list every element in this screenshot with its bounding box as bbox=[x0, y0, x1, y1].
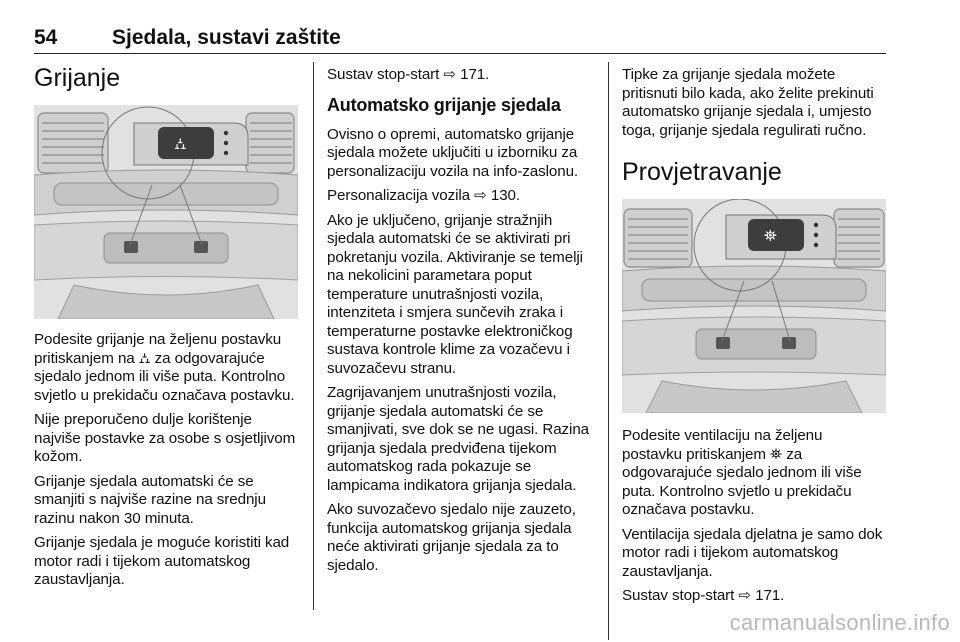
column-automatic-heating bbox=[327, 66, 595, 581]
paragraph-auto-ref: Personalizacija vozila ⇨ 130. bbox=[327, 187, 521, 204]
paragraph-auto-1: Ovisno o opremi, automatsko grijanje sjedala možete uključiti u izborniku za personalizaciju vozila na info-zaslonu. bbox=[327, 125, 579, 180]
right-vent-2 bbox=[834, 209, 884, 267]
dashboard-illustration-heating bbox=[34, 105, 298, 319]
column-heating bbox=[34, 60, 300, 596]
heading-heating: Grijanje bbox=[34, 64, 121, 92]
paragraph-ventilation-2: Ventilacija sjedala djelatna je samo dok motor radi i tijekom automatskog zaustavljanja. bbox=[622, 525, 883, 580]
svg-text:⛼: ⛼ bbox=[174, 134, 187, 153]
watermark-text: carmanualsonline.info bbox=[729, 610, 950, 635]
left-vent-2 bbox=[624, 209, 692, 267]
paragraph-ventilation-1: Podesite ventilaciju na željenu postavku pritiskanjem ⛯ za odgovarajuće sjedalo jednom ili više puta. Kontrolno svjetlo u prekidaču označava postavku. bbox=[622, 427, 862, 518]
header-rule bbox=[34, 53, 886, 54]
paragraph-auto-2: Ako je uključeno, grijanje stražnjih sjedala automatski će se aktivirati pri pokretanju vozila. Aktiviranje se temelji na nekolicini parametara poput temperature unutrašnjosti vozila, intenziteta i smjera sunčevih zraka i temperaturne postavke elektroničkog sustava kontrole klime za vozačevu i suvozačevu stranu. bbox=[327, 211, 583, 377]
paragraph-auto-4: Ako suvozačevo sjedalo nije zauzeto, funkcija automatskog grijanja sjedala neće aktivirati grijanje sjedala za to sjedalo. bbox=[327, 501, 576, 574]
svg-text:⛯: ⛯ bbox=[764, 226, 777, 245]
page-header bbox=[34, 20, 886, 54]
paragraph-stop-start-ref: Sustav stop-start ⇨ 171. bbox=[327, 66, 490, 83]
column-divider-2 bbox=[608, 62, 609, 640]
paragraph-heating-1: Podesite grijanje na željenu postavku pritiskanjem na ⛼ za odgovarajuće sjedalo jednom ili više puta. Kontrolno svjetlo u prekidaču označava postavku. bbox=[34, 331, 295, 404]
paragraph-ventilation-ref: Sustav stop-start ⇨ 171. bbox=[622, 587, 785, 604]
subheading-automatic-heating: Automatsko grijanje sjedala bbox=[327, 94, 561, 115]
paragraph-heating-4: Grijanje sjedala je moguće koristiti kad motor radi i tijekom automatskog zaustavljanja. bbox=[34, 534, 290, 588]
right-vent bbox=[246, 113, 294, 173]
dashboard-illustration-ventilation bbox=[622, 199, 886, 413]
seat-heating-illustration bbox=[34, 105, 298, 319]
heading-ventilation: Provjetravanje bbox=[622, 158, 782, 186]
paragraph-heating-2: Nije preporučeno dulje korištenje najviše postavke za osobe s osjetljivom kožom. bbox=[34, 411, 296, 465]
chapter-title: Sjedala, sustavi zaštite bbox=[112, 26, 341, 49]
seat-ventilation-illustration bbox=[622, 199, 886, 413]
paragraph-heating-3: Grijanje sjedala automatski će se smanjiti s najviše razine na srednju razinu nakon 30 minuta. bbox=[34, 472, 266, 527]
left-vent bbox=[38, 113, 108, 173]
paragraph-manual-override: Tipke za grijanje sjedala možete pritisnuti bilo kada, ako želite prekinuti automatsko grijanje sjedala i, umjesto toga, grijanje sjedala regulirati ručno. bbox=[622, 66, 874, 139]
paragraph-auto-3: Zagrijavanjem unutrašnjosti vozila, grijanje sjedala automatski će se smanjivati, sve dok se ne ugasi. Razina grijanja sjedala predviđena tijekom automatskog rada pokazuje se lampicama indikatora grijanja sjedala. bbox=[327, 384, 590, 494]
column-ventilation bbox=[622, 66, 886, 612]
column-divider-1 bbox=[313, 62, 314, 610]
page-number: 54 bbox=[34, 26, 58, 49]
